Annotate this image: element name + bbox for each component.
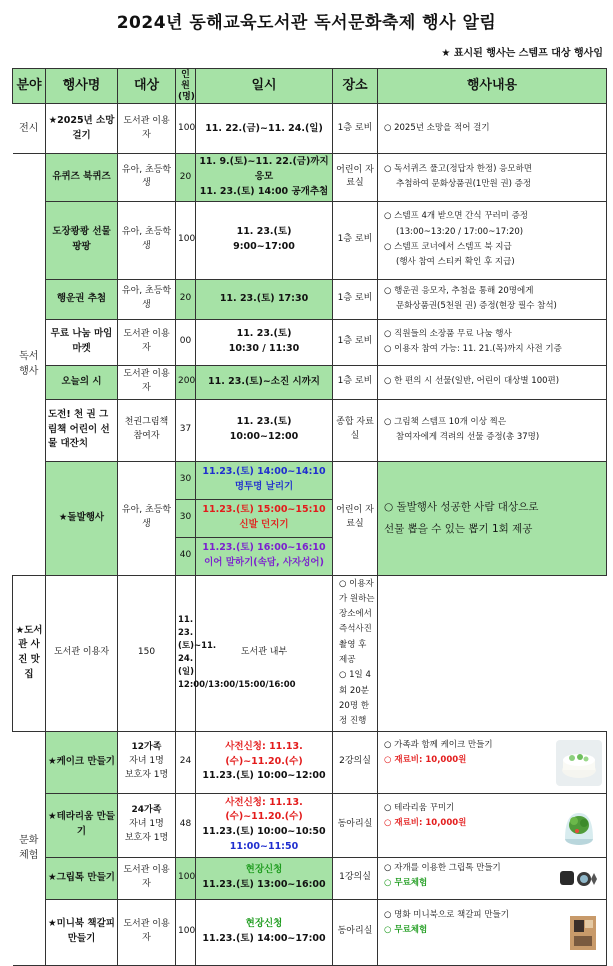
event-date: 11.23.(토) 15:00~15:10 신발 던지기 <box>196 499 333 537</box>
event-count: 40 <box>176 537 196 575</box>
event-place: 동아리실 <box>333 899 378 965</box>
event-date: 11. 9.(토)~11. 22.(금)까지 응모 11. 23.(토) 14:00 공개추첨 <box>196 154 333 201</box>
event-place: 1층 로비 <box>333 104 378 154</box>
event-date: 11. 23.(토)~11. 24.(일) 12:00/13:00/15:00/16:00 <box>176 575 196 731</box>
event-date: 현장신청 11.23.(토) 13:00~16:00 <box>196 857 333 899</box>
table-row <box>13 279 607 319</box>
event-count: 30 <box>176 461 196 499</box>
col-target: 대상 <box>118 69 176 104</box>
event-date: 11.23.(토) 16:00~16:10 이어 말하기(속담, 사자성어) <box>196 537 333 575</box>
event-date: 현장신청 11.23.(토) 14:00~17:00 <box>196 899 333 965</box>
event-date: 사전신청: 11.13.(수)~11.20.(수) 11.23.(토) 10:00~10:50 11:00~11:50 <box>196 793 333 857</box>
event-date: 사전신청: 11.13.(수)~11.20.(수) 11.23.(토) 10:00~12:00 <box>196 731 333 793</box>
section-exhibit: 전시 <box>13 104 46 154</box>
table-row <box>13 793 607 857</box>
event-place: 1층 로비 <box>333 201 378 279</box>
col-count: 인원(명) <box>176 69 196 104</box>
event-content: ○ 2025년 소망을 적어 걸기 <box>378 104 607 154</box>
event-content: ○ 이용자가 원하는 장소에서 즉석사진 촬영 후 제공 ○ 1일 4회 20분 20명 한정 진행 <box>333 575 378 731</box>
event-target: 유아, 초등학생 <box>118 461 176 575</box>
event-place: 1층 로비 <box>333 319 378 365</box>
event-name: 무료 나눔 마임 마켓 <box>46 319 118 365</box>
event-name: ★2025년 소망 걸기 <box>46 104 118 154</box>
col-place: 장소 <box>333 69 378 104</box>
col-category: 분야 <box>13 69 46 104</box>
event-place: 어린이 자료실 <box>333 461 378 575</box>
event-content: ○ 테라리움 꾸미기 ○ 재료비: 10,000원 <box>378 793 607 857</box>
minibook-photo <box>566 910 602 956</box>
table-row <box>13 154 607 201</box>
table-row <box>13 365 607 399</box>
event-count: 48 <box>176 793 196 857</box>
event-place: 동아리실 <box>333 793 378 857</box>
event-content: ○ 직원들의 소장품 무료 나눔 행사 ○ 이용자 참여 가능: 11. 21.(목)까지 사전 기증 <box>378 319 607 365</box>
event-content: ○ 한 편의 시 선물(일반, 어린이 대상별 100편) <box>378 365 607 399</box>
event-count: 00 <box>176 319 196 365</box>
event-name: 유퀴즈 북퀴즈 <box>46 154 118 201</box>
event-name: 행운권 추첨 <box>46 279 118 319</box>
cake-photo <box>556 740 602 786</box>
table-row <box>13 399 607 461</box>
event-target: 도서관 이용자 <box>118 899 176 965</box>
page-title: 2024년 동해교육도서관 독서문화축제 행사 알림 <box>116 13 497 33</box>
event-place: 1층 로비 <box>333 279 378 319</box>
section-culture: 문화체험 <box>13 731 46 965</box>
event-content: ○ 행운권 응모자, 추첨을 통해 20명에게 문화상품권(5천원 권) 증정(현장 필수 참석) <box>378 279 607 319</box>
event-table <box>12 68 607 966</box>
event-target: 도서관 이용자 <box>46 575 118 731</box>
event-name: ★돌발행사 <box>46 461 118 575</box>
event-target: 천권그림책 참여자 <box>118 399 176 461</box>
event-name: ★케이크 만들기 <box>46 731 118 793</box>
event-place: 종합 자료실 <box>333 399 378 461</box>
event-target: 도서관 이용자 <box>118 104 176 154</box>
event-target: 유아, 초등학생 <box>118 279 176 319</box>
table-row <box>13 731 607 793</box>
section-reading: 독서행사 <box>13 154 46 575</box>
event-name: ★그립톡 만들기 <box>46 857 118 899</box>
table-row <box>13 201 607 279</box>
event-target: 24가족 자녀 1명 보호자 1명 <box>118 793 176 857</box>
terrarium-photo <box>556 803 602 849</box>
table-row <box>13 899 607 965</box>
table-row <box>13 857 607 899</box>
col-datetime: 일시 <box>196 69 333 104</box>
event-place: 2강의실 <box>333 731 378 793</box>
event-content: ○ 돌발행사 성공한 사람 대상으로 선물 뽑을 수 있는 뽑기 1회 제공 <box>378 461 607 575</box>
event-date: 11. 23.(토) 9:00~17:00 <box>196 201 333 279</box>
stamp-note: ★ 표시된 행사는 스템프 대상 행사임 <box>441 48 603 59</box>
event-place: 어린이 자료실 <box>333 154 378 201</box>
table-row <box>13 575 607 731</box>
event-count: 20 <box>176 279 196 319</box>
table-row <box>13 104 607 154</box>
event-count: 150 <box>118 575 176 731</box>
event-name: ★도서관 사진 맛집 <box>13 575 46 731</box>
event-date: 11. 23.(토) 17:30 <box>196 279 333 319</box>
event-count: 37 <box>176 399 196 461</box>
table-row <box>13 461 607 499</box>
event-count: 100 <box>176 899 196 965</box>
event-name: 도장쾅쾅 선물팡팡 <box>46 201 118 279</box>
event-date: 11. 23.(토) 10:30 / 11:30 <box>196 319 333 365</box>
event-date: 11. 23.(토) 10:00~12:00 <box>196 399 333 461</box>
table-header-row <box>13 69 607 104</box>
event-name: ★테라리움 만들기 <box>46 793 118 857</box>
event-content: ○ 자개를 이용한 그립톡 만들기 ○ 무료체험 <box>378 857 607 899</box>
event-place: 1층 로비 <box>333 365 378 399</box>
event-content: ○ 그림책 스템프 10개 이상 찍은 참여자에게 격려의 선물 증정(총 37명) <box>378 399 607 461</box>
event-target: 12가족 자녀 1명 보호자 1명 <box>118 731 176 793</box>
event-place: 1강의실 <box>333 857 378 899</box>
event-count: 24 <box>176 731 196 793</box>
griptok-photo <box>556 863 602 895</box>
event-count: 100 <box>176 104 196 154</box>
event-date: 11. 23.(토)~소진 시까지 <box>196 365 333 399</box>
event-target: 유아, 초등학생 <box>118 154 176 201</box>
event-content: ○ 독서퀴즈 풀고(정답자 한정) 응모하면 추첨하여 문화상품권(1만원 권) 증정 <box>378 154 607 201</box>
event-target: 도서관 이용자 <box>118 319 176 365</box>
event-count: 200 <box>176 365 196 399</box>
col-content: 행사내용 <box>378 69 607 104</box>
event-name: ★미니북 책갈피 만들기 <box>46 899 118 965</box>
event-target: 유아, 초등학생 <box>118 201 176 279</box>
event-target: 도서관 이용자 <box>118 365 176 399</box>
event-date: 11. 22.(금)~11. 24.(일) <box>196 104 333 154</box>
event-content: ○ 가족과 함께 케이크 만들기 ○ 재료비: 10,000원 <box>378 731 607 793</box>
event-count: 30 <box>176 499 196 537</box>
event-count: 100 <box>176 857 196 899</box>
event-count: 100 <box>176 201 196 279</box>
event-count: 20 <box>176 154 196 201</box>
col-event-name: 행사명 <box>46 69 118 104</box>
event-content: ○ 명화 미니북으로 책갈피 만들기 ○ 무료체험 <box>378 899 607 965</box>
event-place: 도서관 내부 <box>196 575 333 731</box>
table-row <box>13 319 607 365</box>
event-date: 11.23.(토) 14:00~14:10 명투명 날리기 <box>196 461 333 499</box>
event-name: 오늘의 시 <box>46 365 118 399</box>
event-content: ○ 스템프 4개 받으면 간식 꾸러미 증정 (13:00~13:20 / 17:00~17:20) ○ 스템프 코너에서 스템프 북 지급 (행사 참여 스티커 확인 후 지급) <box>378 201 607 279</box>
event-target: 도서관 이용자 <box>118 857 176 899</box>
event-name: 도전! 천 권 그림책 어린이 선물 대잔치 <box>46 399 118 461</box>
